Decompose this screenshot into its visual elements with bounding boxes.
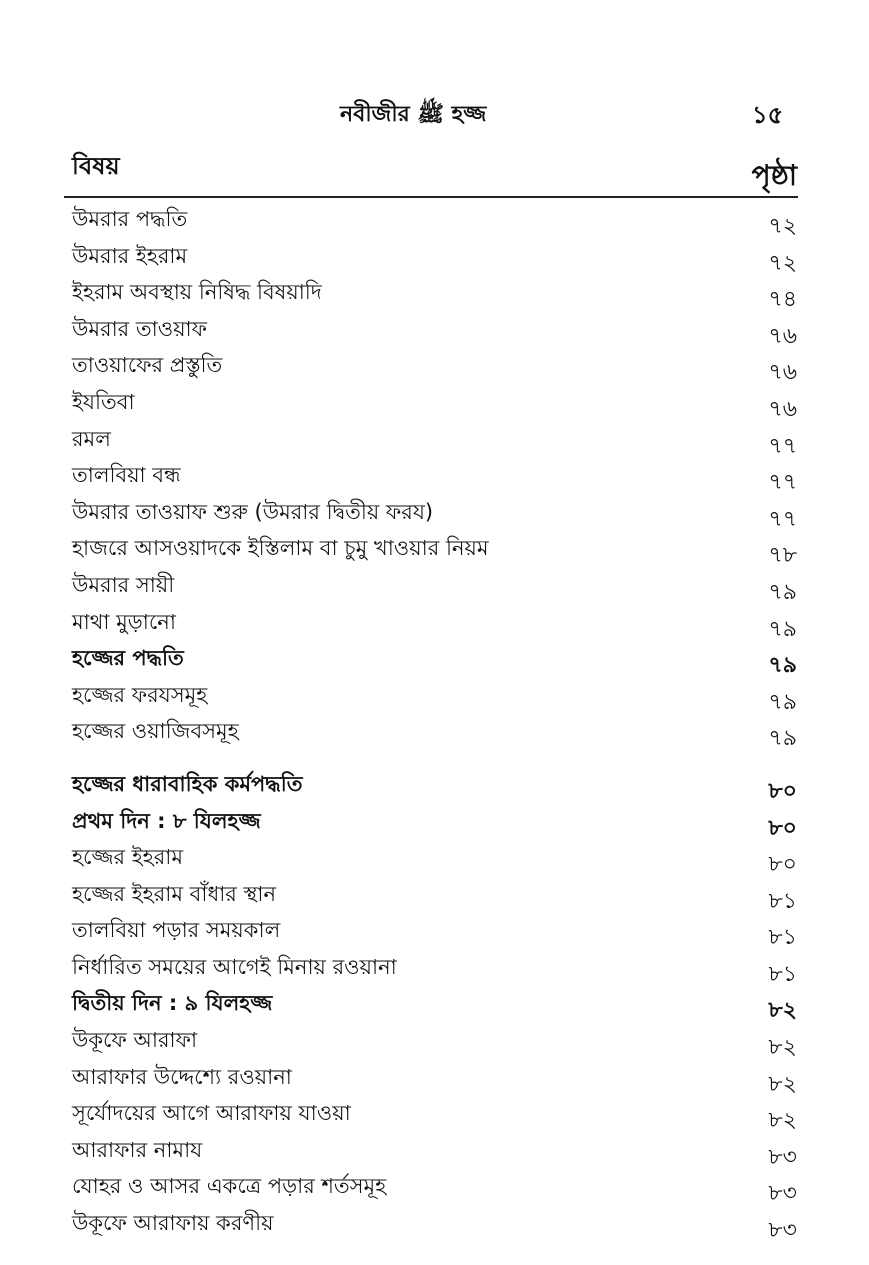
toc-entry [0, 912, 869, 949]
toc-entry-title: সূর্যোদয়ের আগে আরাফায় যাওয়া [72, 1101, 351, 1126]
toc-entry-title: ইযতিবা [72, 389, 135, 414]
toc-entry-title: যোহর ও আসর একত্রে পড়ার শর্তসমূহ [72, 1174, 387, 1199]
toc-entry-page: ৭৭ [768, 433, 797, 459]
toc-entry [0, 347, 869, 384]
toc-entry-title: উকূফে আরাফায় করণীয় [72, 1211, 274, 1236]
toc-entry-page: ৮০ [768, 815, 797, 841]
toc-entry [0, 201, 869, 238]
toc-entry-page: ৮১ [768, 925, 797, 951]
toc-entry-title: উকূফে আরাফা [72, 1028, 198, 1053]
toc-entry-title: হজ্জের ওয়াজিবসমূহ [72, 719, 239, 744]
toc-entry-page: ৭৬ [768, 396, 797, 422]
toc-entry-page: ৭৯ [768, 653, 797, 679]
column-heading-page: পৃষ্ঠা [751, 159, 797, 192]
toc-entry-title: উমরার তাওয়াফ [72, 316, 207, 341]
toc-entry-page: ৭৬ [768, 360, 797, 386]
book-title: নবীজীর ﷺ হজ্জ [340, 102, 487, 127]
toc-entry [0, 1059, 869, 1096]
toc-entry [0, 1132, 869, 1169]
toc-entry-title: হজ্জের ইহরাম বাঁধার স্থান [72, 881, 277, 906]
toc-entry-title: দ্বিতীয় দিন : ৯ যিলহজ্জ [72, 991, 273, 1016]
running-header [0, 100, 869, 134]
toc-entry-page: ৭৮ [768, 543, 797, 569]
column-heading-subject: বিষয় [72, 152, 120, 180]
toc-entry-page: ৮৩ [768, 1181, 797, 1207]
toc-entry [0, 1168, 869, 1205]
toc-entry-title: মাথা মুড়ানো [72, 609, 176, 634]
toc-entry [0, 238, 869, 275]
toc-entry [0, 677, 869, 714]
toc-entry [0, 766, 869, 803]
toc-entry-page: ৮০ [768, 778, 797, 804]
toc-entry-title: উমরার সায়ী [72, 572, 175, 597]
toc-entry [0, 604, 869, 641]
toc-entry-title: তালবিয়া বন্ধ [72, 463, 181, 488]
toc-entry-title: উমরার পদ্ধতি [72, 207, 188, 231]
toc-entry-page: ৭২ [768, 214, 797, 239]
toc-entry-title: ইহরাম অবস্থায় নিষিদ্ধ বিষয়াদি [72, 280, 322, 305]
toc-entry [0, 311, 869, 348]
toc-entry-page: ৮২ [768, 1035, 797, 1061]
toc-entry-page: ৮০ [768, 852, 797, 878]
toc-entry-title: তাওয়াফের প্রস্তুতি [72, 353, 223, 378]
toc-entry [0, 421, 869, 458]
toc-entry-page: ৭৯ [768, 616, 797, 642]
toc-entry [0, 803, 869, 840]
toc-entry [0, 494, 869, 531]
toc-entry [0, 567, 869, 604]
toc-entry [0, 876, 869, 913]
toc-entry-page: ৭৭ [768, 470, 797, 496]
toc-entry [0, 1095, 869, 1132]
toc-entry [0, 457, 869, 494]
toc-entry-title: আরাফার উদ্দেশ্যে রওয়ানা [72, 1064, 292, 1089]
toc-entry-page: ৭৪ [768, 287, 797, 313]
toc-entry-title: রমল [72, 426, 111, 451]
toc-entry-page: ৮২ [768, 1108, 797, 1134]
toc-entry-title: আরাফার নামায [72, 1137, 203, 1162]
toc-entry [0, 640, 869, 677]
toc-entry-page: ৮৩ [768, 1218, 797, 1244]
toc-entry [0, 274, 869, 311]
heading-divider [64, 196, 798, 198]
toc-entry-title: হজ্জের পদ্ধতি [72, 646, 184, 671]
toc-entry-title: হজ্জের ইহরাম [72, 845, 183, 870]
toc-entry [0, 949, 869, 986]
toc-entry [0, 985, 869, 1022]
toc-entry-title: উমরার তাওয়াফ শুরু (উমরার দ্বিতীয় ফরয) [72, 499, 434, 524]
toc-entry [0, 1022, 869, 1059]
toc-entry-page: ৮৩ [768, 1144, 797, 1170]
toc-entry-title: হাজরে আসওয়াদকে ইস্তিলাম বা চুমু খাওয়ার নিয়ম [72, 536, 489, 561]
toc-entry-page: ৮১ [768, 961, 797, 987]
toc-entry-title: হজ্জের ফরযসমূহ [72, 682, 208, 707]
toc-entry [0, 839, 869, 876]
toc-entry [0, 384, 869, 421]
toc-entry [0, 713, 869, 750]
toc-entry-page: ৮১ [768, 888, 797, 914]
page-number: ১৫ [752, 101, 784, 129]
toc-entry-page: ৭৬ [768, 323, 797, 349]
toc-entry-page: ৮২ [768, 1071, 797, 1097]
toc-entry [0, 1205, 869, 1242]
toc-entry [0, 530, 869, 567]
toc-entry-page: ৭৯ [768, 689, 797, 715]
toc-entry-title: তালবিয়া পড়ার সময়কাল [72, 918, 281, 943]
toc-entry-title: হজ্জের ধারাবাহিক কর্মপদ্ধতি [72, 771, 303, 796]
toc-entry-page: ৭৯ [768, 579, 797, 605]
toc-entry-page: ৭২ [768, 250, 797, 276]
toc-entry-page: ৭৯ [768, 726, 797, 752]
table-of-contents [0, 201, 869, 1242]
toc-entry-page: ৮২ [768, 998, 797, 1024]
toc-entry-page: ৭৭ [768, 506, 797, 532]
toc-entry-title: প্রথম দিন : ৮ যিলহজ্জ [72, 808, 261, 833]
toc-entry-title: নির্ধারিত সময়ের আগেই মিনায় রওয়ানা [72, 954, 397, 979]
toc-entry-title: উমরার ইহরাম [72, 243, 188, 268]
